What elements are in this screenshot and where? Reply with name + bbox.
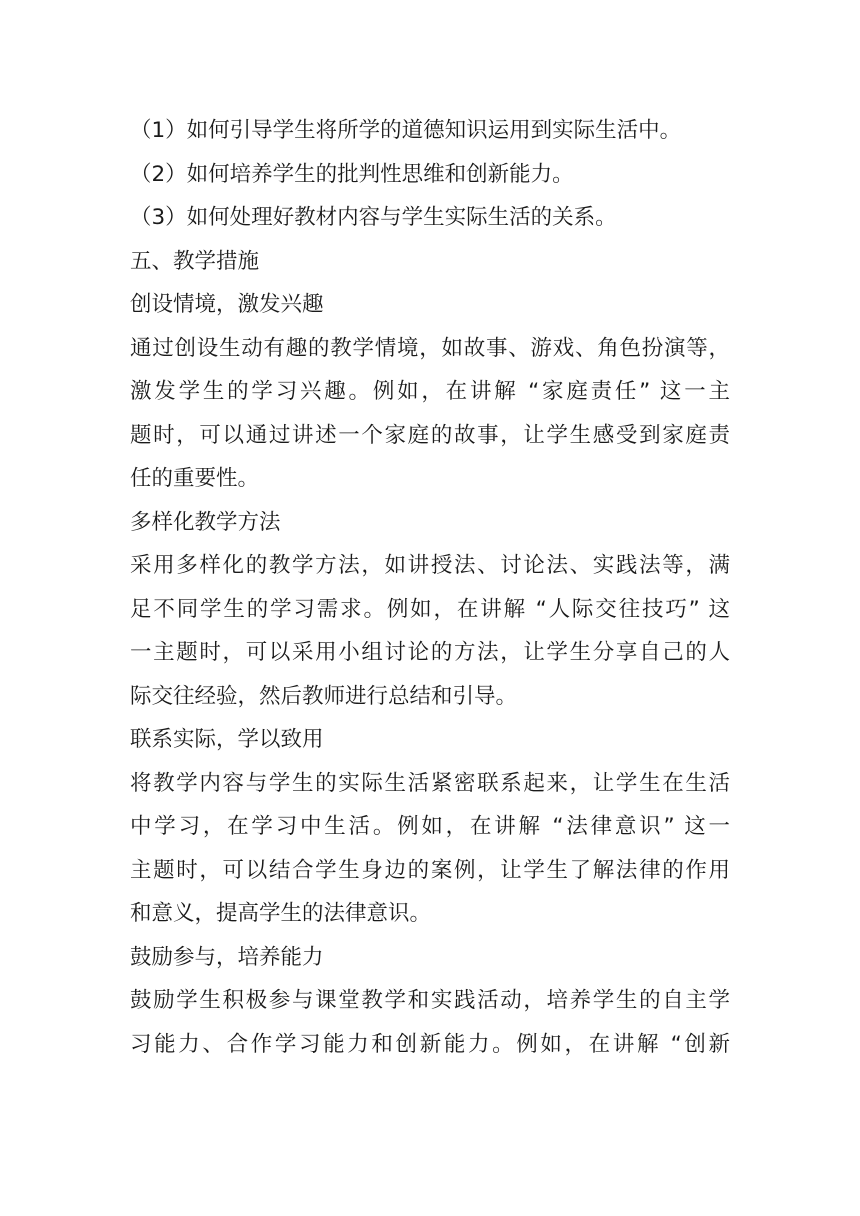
paragraph-line: 通过创设生动有趣的教学情境，如故事、游戏、角色扮演等， [130, 335, 730, 361]
list-item-1: （1）如何引导学生将所学的道德知识运用到实际生活中。 [130, 118, 682, 143]
paragraph-line: 题时，可以通过讲述一个家庭的故事，让学生感受到家庭责 [130, 422, 730, 448]
paragraph-line: 习能力、合作学习能力和创新能力。例如，在讲解 “创新 [130, 1031, 730, 1057]
section-heading: 五、教学措施 [130, 248, 260, 274]
paragraph-line: 中学习，在学习中生活。例如，在讲解 “法律意识” 这一 [130, 814, 730, 839]
subsection-heading-1: 创设情境，激发兴趣 [130, 292, 324, 317]
subsection-heading-4: 鼓励参与，培养能力 [130, 944, 324, 970]
paragraph-line: 任的重要性。 [130, 466, 260, 491]
paragraph-line: 主题时，可以结合学生身边的案例，让学生了解法律的作用 [130, 857, 730, 883]
document-page [130, 109, 730, 1066]
paragraph-line: 和意义，提高学生的法律意识。 [130, 901, 432, 926]
paragraph-line: 采用多样化的教学方法，如讲授法、讨论法、实践法等，满 [130, 553, 730, 578]
list-item-3: （3）如何处理好教材内容与学生实际生活的关系。 [130, 205, 617, 230]
paragraph-line: 一主题时，可以采用小组讨论的方法，让学生分享自己的人 [130, 640, 730, 665]
subsection-heading-2: 多样化教学方法 [130, 509, 281, 535]
list-item-2: （2）如何培养学生的批判性思维和创新能力。 [130, 161, 574, 187]
subsection-heading-3: 联系实际，学以致用 [130, 727, 324, 752]
paragraph-line: 将教学内容与学生的实际生活紧密联系起来，让学生在生活 [130, 770, 730, 796]
paragraph-line: 鼓励学生积极参与课堂教学和实践活动，培养学生的自主学 [130, 988, 730, 1013]
paragraph-line: 际交往经验，然后教师进行总结和引导。 [130, 683, 518, 709]
paragraph-line: 足不同学生的学习需求。例如，在讲解 “人际交往技巧” 这 [130, 596, 730, 622]
paragraph-line: 激发学生的学习兴趣。例如，在讲解 “家庭责任” 这一主 [130, 379, 730, 404]
